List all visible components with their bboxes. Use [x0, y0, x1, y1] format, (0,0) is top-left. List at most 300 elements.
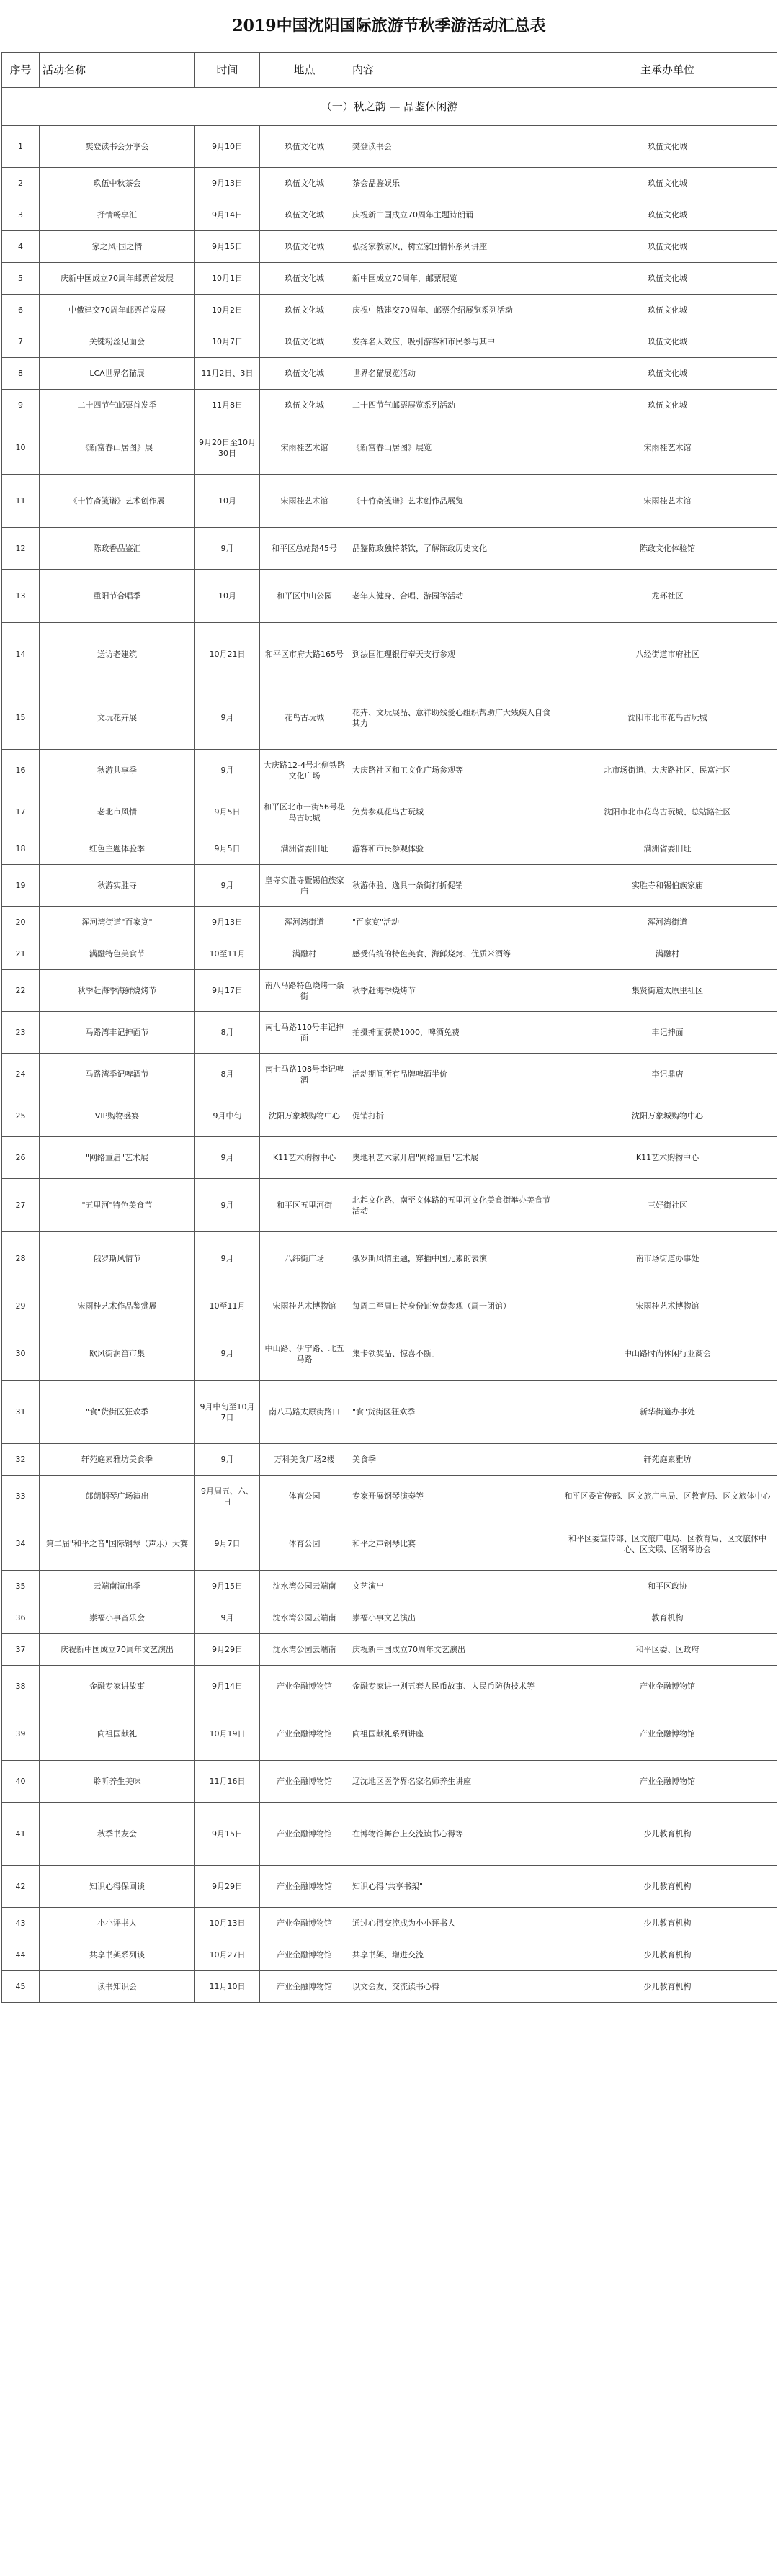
cell-content: 崇福小事文艺演出 — [349, 1602, 558, 1634]
cell-time: 10月13日 — [195, 1908, 260, 1939]
cell-no: 21 — [2, 938, 40, 970]
cell-no: 45 — [2, 1971, 40, 2003]
cell-time: 10月 — [195, 570, 260, 623]
cell-time: 10月27日 — [195, 1939, 260, 1971]
cell-org: 三好街社区 — [558, 1179, 777, 1232]
cell-no: 34 — [2, 1517, 40, 1571]
cell-time: 11月2日、3日 — [195, 358, 260, 390]
cell-no: 24 — [2, 1054, 40, 1095]
cell-time: 9月5日 — [195, 791, 260, 833]
cell-content: 美食季 — [349, 1444, 558, 1476]
cell-no: 2 — [2, 168, 40, 199]
table-row — [2, 358, 777, 390]
cell-no: 26 — [2, 1137, 40, 1179]
cell-place: 产业金融博物馆 — [260, 1803, 349, 1866]
cell-content: 知识心得"共享书架" — [349, 1866, 558, 1908]
cell-no: 40 — [2, 1761, 40, 1803]
cell-content: 免费参观花鸟古玩城 — [349, 791, 558, 833]
table-row — [2, 865, 777, 907]
cell-time: 11月16日 — [195, 1761, 260, 1803]
cell-org: 集贤街道太原里社区 — [558, 970, 777, 1012]
cell-org: 产业金融博物馆 — [558, 1666, 777, 1707]
cell-org: 和平区委、区政府 — [558, 1634, 777, 1666]
cell-time: 9月13日 — [195, 168, 260, 199]
cell-time: 9月 — [195, 1137, 260, 1179]
cell-content: 庆祝新中国成立70周年文艺演出 — [349, 1634, 558, 1666]
cell-place: 产业金融博物馆 — [260, 1939, 349, 1971]
cell-time: 11月8日 — [195, 390, 260, 421]
cell-place: K11艺术购物中心 — [260, 1137, 349, 1179]
cell-org: 沈阳市北市花鸟古玩城、总站路社区 — [558, 791, 777, 833]
cell-org: 少儿教育机构 — [558, 1803, 777, 1866]
table-row — [2, 168, 777, 199]
cell-no: 35 — [2, 1571, 40, 1602]
cell-no: 15 — [2, 686, 40, 750]
table-row — [2, 1012, 777, 1054]
cell-time: 9月5日 — [195, 833, 260, 865]
table-row — [2, 1095, 777, 1137]
cell-org: 八经街道市府社区 — [558, 623, 777, 686]
cell-time: 9月 — [195, 686, 260, 750]
cell-time: 9月10日 — [195, 126, 260, 168]
cell-no: 14 — [2, 623, 40, 686]
cell-place: 玖伍文化城 — [260, 126, 349, 168]
cell-time: 9月29日 — [195, 1634, 260, 1666]
table-row — [2, 1285, 777, 1327]
cell-org: 满洲省委旧址 — [558, 833, 777, 865]
cell-name: 秋游实胜寺 — [40, 865, 195, 907]
cell-name: 玖伍中秋茶会 — [40, 168, 195, 199]
table-row — [2, 1232, 777, 1285]
cell-no: 19 — [2, 865, 40, 907]
cell-time: 9月中旬 — [195, 1095, 260, 1137]
table-row — [2, 570, 777, 623]
table-row — [2, 1666, 777, 1707]
cell-content: 二十四节气邮票展览系列活动 — [349, 390, 558, 421]
cell-place: 沈水湾公园云端南 — [260, 1602, 349, 1634]
cell-org: 丰记抻面 — [558, 1012, 777, 1054]
cell-time: 8月 — [195, 1012, 260, 1054]
cell-place: 中山路、伊宁路、北五马路 — [260, 1327, 349, 1381]
table-row — [2, 1707, 777, 1761]
cell-place: 体育公园 — [260, 1517, 349, 1571]
cell-content: 樊登读书会 — [349, 126, 558, 168]
table-body — [2, 88, 777, 2003]
header-content: 内容 — [349, 53, 558, 88]
cell-name: 宋雨桂艺术作品鉴赏展 — [40, 1285, 195, 1327]
cell-name: 欧风街润笛市集 — [40, 1327, 195, 1381]
table-row — [2, 1054, 777, 1095]
cell-time: 9月15日 — [195, 1803, 260, 1866]
cell-content: 《新富春山居图》展览 — [349, 421, 558, 475]
cell-place: 玖伍文化城 — [260, 295, 349, 326]
cell-name: 知识心得保回谈 — [40, 1866, 195, 1908]
cell-content: 品鉴陈政独特茶饮，了解陈政历史文化 — [349, 528, 558, 570]
table-row — [2, 1179, 777, 1232]
cell-no: 43 — [2, 1908, 40, 1939]
section-title: （一）秋之韵 — 品鉴休闲游 — [2, 88, 777, 126]
table-row — [2, 1571, 777, 1602]
header-no: 序号 — [2, 53, 40, 88]
cell-name: 秋季书友会 — [40, 1803, 195, 1866]
cell-content: 向祖国献礼系列讲座 — [349, 1707, 558, 1761]
cell-no: 4 — [2, 231, 40, 263]
document-title: 2019中国沈阳国际旅游节秋季游活动汇总表 — [232, 17, 546, 35]
cell-org: 玖伍文化城 — [558, 263, 777, 295]
cell-org: 玖伍文化城 — [558, 168, 777, 199]
cell-time: 9月 — [195, 750, 260, 791]
cell-no: 9 — [2, 390, 40, 421]
cell-no: 32 — [2, 1444, 40, 1476]
cell-org: 宋雨桂艺术馆 — [558, 421, 777, 475]
cell-org: 玖伍文化城 — [558, 326, 777, 358]
cell-org: 宋雨桂艺术馆 — [558, 475, 777, 528]
cell-no: 29 — [2, 1285, 40, 1327]
table-row — [2, 1602, 777, 1634]
cell-content: 感受传统的特色美食、海鲜烧烤、优质米酒等 — [349, 938, 558, 970]
cell-no: 36 — [2, 1602, 40, 1634]
cell-time: 9月29日 — [195, 1866, 260, 1908]
table-row — [2, 421, 777, 475]
cell-content: 北起文化路、南至文体路的五里河文化美食街举办美食节活动 — [349, 1179, 558, 1232]
cell-no: 44 — [2, 1939, 40, 1971]
cell-org: 中山路时尚休闲行业商会 — [558, 1327, 777, 1381]
cell-content: 文艺演出 — [349, 1571, 558, 1602]
cell-time: 10月1日 — [195, 263, 260, 295]
cell-no: 41 — [2, 1803, 40, 1866]
cell-name: VIP购物盛宴 — [40, 1095, 195, 1137]
cell-time: 10至11月 — [195, 1285, 260, 1327]
cell-org: 北市场街道、大庆路社区、民富社区 — [558, 750, 777, 791]
cell-name: "五里河"特色美食节 — [40, 1179, 195, 1232]
cell-time: 9月14日 — [195, 199, 260, 231]
cell-content: 世界名猫展览活动 — [349, 358, 558, 390]
cell-time: 10月 — [195, 475, 260, 528]
cell-time: 9月周五、六、日 — [195, 1476, 260, 1517]
cell-place: 和平区北市一街56号花鸟古玩城 — [260, 791, 349, 833]
cell-name: 《十竹斋笺谱》艺术创作展 — [40, 475, 195, 528]
activity-table — [1, 52, 777, 2003]
table-row — [2, 750, 777, 791]
cell-org: 满融村 — [558, 938, 777, 970]
table-row — [2, 907, 777, 938]
cell-name: 聆听养生美味 — [40, 1761, 195, 1803]
table-row — [2, 1476, 777, 1517]
cell-no: 30 — [2, 1327, 40, 1381]
cell-name: 共享书架系列谈 — [40, 1939, 195, 1971]
cell-name: "网络重启"艺术展 — [40, 1137, 195, 1179]
cell-time: 9月15日 — [195, 1571, 260, 1602]
cell-place: 玖伍文化城 — [260, 326, 349, 358]
cell-content: 促销打折 — [349, 1095, 558, 1137]
cell-org: 玖伍文化城 — [558, 358, 777, 390]
cell-content: 奥地利艺术家开启"网络重启"艺术展 — [349, 1137, 558, 1179]
cell-place: 满融村 — [260, 938, 349, 970]
cell-place: 万科美食广场2楼 — [260, 1444, 349, 1476]
cell-no: 23 — [2, 1012, 40, 1054]
cell-name: 关键粉丝见面会 — [40, 326, 195, 358]
cell-place: 沈阳万象城购物中心 — [260, 1095, 349, 1137]
cell-name: 中俄建交70周年邮票首发展 — [40, 295, 195, 326]
cell-no: 39 — [2, 1707, 40, 1761]
cell-name: 抒情畅享汇 — [40, 199, 195, 231]
cell-content: 通过心得交流成为小小评书人 — [349, 1908, 558, 1939]
cell-no: 22 — [2, 970, 40, 1012]
table-row — [2, 231, 777, 263]
cell-place: 玖伍文化城 — [260, 263, 349, 295]
table-row — [2, 938, 777, 970]
cell-org: 新华街道办事处 — [558, 1381, 777, 1444]
cell-no: 18 — [2, 833, 40, 865]
cell-content: 专家开展钢琴演奏等 — [349, 1476, 558, 1517]
cell-content: 每周二至周日持身份证免费参观（周一闭馆） — [349, 1285, 558, 1327]
cell-org: 教育机构 — [558, 1602, 777, 1634]
cell-name: 送访老建筑 — [40, 623, 195, 686]
cell-content: 老年人健身、合唱、游园等活动 — [349, 570, 558, 623]
cell-no: 17 — [2, 791, 40, 833]
cell-no: 42 — [2, 1866, 40, 1908]
cell-no: 25 — [2, 1095, 40, 1137]
table-row — [2, 686, 777, 750]
cell-place: 产业金融博物馆 — [260, 1666, 349, 1707]
cell-place: 大庆路12-4号北侧铁路文化广场 — [260, 750, 349, 791]
cell-name: LCA世界名猫展 — [40, 358, 195, 390]
cell-place: 南七马路108号李记啤酒 — [260, 1054, 349, 1095]
cell-no: 13 — [2, 570, 40, 623]
cell-place: 南八马路太原街路口 — [260, 1381, 349, 1444]
cell-place: 玖伍文化城 — [260, 231, 349, 263]
cell-place: 玖伍文化城 — [260, 168, 349, 199]
cell-content: 发挥名人效应，吸引游客和市民参与其中 — [349, 326, 558, 358]
cell-time: 9月 — [195, 1327, 260, 1381]
cell-name: 轩苑庭素雅坊美食季 — [40, 1444, 195, 1476]
cell-org: 沈阳市北市花鸟古玩城 — [558, 686, 777, 750]
cell-content: 庆祝中俄建交70周年、邮票介绍展览系列活动 — [349, 295, 558, 326]
cell-no: 37 — [2, 1634, 40, 1666]
cell-name: 《新富春山居图》展 — [40, 421, 195, 475]
cell-content: 集卡领奖品、惊喜不断。 — [349, 1327, 558, 1381]
cell-place: 和平区总站路45号 — [260, 528, 349, 570]
cell-place: 体育公园 — [260, 1476, 349, 1517]
cell-content: 花卉、文玩展品、意祥助残爱心组织帮助广大残疾人自食其力 — [349, 686, 558, 750]
cell-content: 庆祝新中国成立70周年主题诗朗诵 — [349, 199, 558, 231]
table-header-row — [2, 53, 777, 88]
table-row — [2, 1517, 777, 1571]
cell-content: 《十竹斋笺谱》艺术创作品展览 — [349, 475, 558, 528]
cell-time: 9月14日 — [195, 1666, 260, 1707]
cell-org: 少儿教育机构 — [558, 1866, 777, 1908]
table-row — [2, 1971, 777, 2003]
cell-content: "食"货街区狂欢季 — [349, 1381, 558, 1444]
cell-place: 宋雨桂艺术馆 — [260, 421, 349, 475]
cell-no: 28 — [2, 1232, 40, 1285]
table-row — [2, 791, 777, 833]
table-row — [2, 295, 777, 326]
cell-name: 二十四节气邮票首发季 — [40, 390, 195, 421]
cell-name: 马路湾季记啤酒节 — [40, 1054, 195, 1095]
cell-content: 和平之声钢琴比赛 — [349, 1517, 558, 1571]
cell-time: 9月20日至10月30日 — [195, 421, 260, 475]
cell-org: 玖伍文化城 — [558, 390, 777, 421]
cell-place: 花鸟古玩城 — [260, 686, 349, 750]
cell-name: 秋游共享季 — [40, 750, 195, 791]
cell-place: 皇寺实胜寺暨锡伯族家庙 — [260, 865, 349, 907]
cell-content: "百家宴"活动 — [349, 907, 558, 938]
cell-content: 活动期间所有品牌啤酒半价 — [349, 1054, 558, 1095]
cell-name: "食"货街区狂欢季 — [40, 1381, 195, 1444]
cell-time: 9月17日 — [195, 970, 260, 1012]
cell-no: 3 — [2, 199, 40, 231]
cell-time: 10月19日 — [195, 1707, 260, 1761]
cell-content: 茶会品鉴娱乐 — [349, 168, 558, 199]
cell-org: 少儿教育机构 — [558, 1908, 777, 1939]
cell-place: 沈水湾公园云端南 — [260, 1571, 349, 1602]
table-row — [2, 1939, 777, 1971]
cell-place: 宋雨桂艺术博物馆 — [260, 1285, 349, 1327]
cell-name: 红色主题体验季 — [40, 833, 195, 865]
cell-name: 向祖国献礼 — [40, 1707, 195, 1761]
cell-org: 和平区政协 — [558, 1571, 777, 1602]
cell-name: 读书知识会 — [40, 1971, 195, 2003]
cell-place: 产业金融博物馆 — [260, 1971, 349, 2003]
cell-org: 玖伍文化城 — [558, 295, 777, 326]
cell-content: 金融专家讲一则五套人民币故事、人民币防伪技术等 — [349, 1666, 558, 1707]
cell-place: 玖伍文化城 — [260, 199, 349, 231]
table-row — [2, 833, 777, 865]
cell-no: 1 — [2, 126, 40, 168]
cell-place: 玖伍文化城 — [260, 390, 349, 421]
cell-place: 宋雨桂艺术馆 — [260, 475, 349, 528]
cell-place: 和平区市府大路165号 — [260, 623, 349, 686]
cell-org: 沈阳万象城购物中心 — [558, 1095, 777, 1137]
cell-time: 9月 — [195, 1232, 260, 1285]
cell-org: 产业金融博物馆 — [558, 1761, 777, 1803]
cell-content: 俄罗斯风情主题，穿插中国元素的表演 — [349, 1232, 558, 1285]
cell-no: 8 — [2, 358, 40, 390]
cell-org: 龙环社区 — [558, 570, 777, 623]
table-row — [2, 1761, 777, 1803]
cell-name: 陈政香品鉴汇 — [40, 528, 195, 570]
cell-name: 老北市风情 — [40, 791, 195, 833]
cell-org: 和平区委宣传部、区文旅广电局、区教育局、区文旅体中心 — [558, 1476, 777, 1517]
table-row — [2, 1137, 777, 1179]
cell-place: 产业金融博物馆 — [260, 1761, 349, 1803]
cell-time: 9月中旬至10月7日 — [195, 1381, 260, 1444]
cell-name: 樊登读书会分享会 — [40, 126, 195, 168]
section-row — [2, 88, 777, 126]
cell-name: 文玩花卉展 — [40, 686, 195, 750]
cell-place: 八纬街广场 — [260, 1232, 349, 1285]
cell-org: 轩苑庭素雅坊 — [558, 1444, 777, 1476]
cell-name: 俄罗斯风情节 — [40, 1232, 195, 1285]
table-row — [2, 623, 777, 686]
cell-name: 满融特色美食节 — [40, 938, 195, 970]
table-row — [2, 126, 777, 168]
cell-no: 16 — [2, 750, 40, 791]
cell-content: 辽沈地区医学界名家名师养生讲座 — [349, 1761, 558, 1803]
cell-org: 宋雨桂艺术博物馆 — [558, 1285, 777, 1327]
cell-name: 第二届"和平之音"国际钢琴（声乐）大赛 — [40, 1517, 195, 1571]
cell-place: 南七马路110号丰记抻面 — [260, 1012, 349, 1054]
cell-no: 27 — [2, 1179, 40, 1232]
header-time: 时间 — [195, 53, 260, 88]
cell-place: 产业金融博物馆 — [260, 1866, 349, 1908]
cell-time: 9月13日 — [195, 907, 260, 938]
table-row — [2, 1381, 777, 1444]
table-row — [2, 475, 777, 528]
cell-time: 9月 — [195, 1179, 260, 1232]
cell-content: 以文会友、交流读书心得 — [349, 1971, 558, 2003]
cell-content: 秋季赶海季烧烤节 — [349, 970, 558, 1012]
table-row — [2, 1327, 777, 1381]
cell-content: 游客和市民参观体验 — [349, 833, 558, 865]
cell-content: 在博物馆舞台上交流读书心得等 — [349, 1803, 558, 1866]
cell-content: 大庆路社区和工文化广场参观等 — [349, 750, 558, 791]
cell-name: 郎朗钢琴广场演出 — [40, 1476, 195, 1517]
table-row — [2, 1634, 777, 1666]
cell-content: 弘扬家教家风、树立家国情怀系列讲座 — [349, 231, 558, 263]
cell-time: 9月 — [195, 1444, 260, 1476]
cell-name: 秋季赶海季海鲜烧烤节 — [40, 970, 195, 1012]
table-row — [2, 1908, 777, 1939]
table-row — [2, 326, 777, 358]
header-place: 地点 — [260, 53, 349, 88]
cell-name: 云端南演出季 — [40, 1571, 195, 1602]
cell-content: 新中国成立70周年，邮票展览 — [349, 263, 558, 295]
cell-no: 7 — [2, 326, 40, 358]
cell-content: 秋游体验、逸具一条街打折促销 — [349, 865, 558, 907]
cell-time: 11月10日 — [195, 1971, 260, 2003]
cell-name: 金融专家讲故事 — [40, 1666, 195, 1707]
table-row — [2, 199, 777, 231]
cell-org: 少儿教育机构 — [558, 1971, 777, 2003]
cell-content: 共享书架、增进交流 — [349, 1939, 558, 1971]
cell-place: 和平区中山公园 — [260, 570, 349, 623]
cell-time: 8月 — [195, 1054, 260, 1095]
cell-name: 崇福小事音乐会 — [40, 1602, 195, 1634]
cell-time: 9月 — [195, 1602, 260, 1634]
cell-no: 11 — [2, 475, 40, 528]
header-org: 主承办单位 — [558, 53, 777, 88]
table-row — [2, 528, 777, 570]
cell-place: 浑河湾街道 — [260, 907, 349, 938]
cell-org: 浑河湾街道 — [558, 907, 777, 938]
cell-place: 和平区五里河街 — [260, 1179, 349, 1232]
cell-place: 玖伍文化城 — [260, 358, 349, 390]
cell-time: 9月7日 — [195, 1517, 260, 1571]
cell-org: K11艺术购物中心 — [558, 1137, 777, 1179]
cell-name: 庆新中国成立70周年邮票首发展 — [40, 263, 195, 295]
cell-no: 10 — [2, 421, 40, 475]
cell-org: 南市场街道办事处 — [558, 1232, 777, 1285]
cell-place: 沈水湾公园云端南 — [260, 1634, 349, 1666]
table-row — [2, 263, 777, 295]
cell-place: 产业金融博物馆 — [260, 1707, 349, 1761]
cell-no: 5 — [2, 263, 40, 295]
cell-time: 10月2日 — [195, 295, 260, 326]
cell-content: 到法国汇理银行奉天支行参观 — [349, 623, 558, 686]
cell-name: 小小评书人 — [40, 1908, 195, 1939]
cell-time: 10月21日 — [195, 623, 260, 686]
cell-time: 9月 — [195, 528, 260, 570]
cell-org: 产业金融博物馆 — [558, 1707, 777, 1761]
cell-no: 31 — [2, 1381, 40, 1444]
header-name: 活动名称 — [40, 53, 195, 88]
cell-org: 玖伍文化城 — [558, 199, 777, 231]
cell-no: 6 — [2, 295, 40, 326]
table-row — [2, 1866, 777, 1908]
cell-org: 和平区委宣传部、区文旅广电局、区教育局、区文旅体中心、区文联、区钢琴协会 — [558, 1517, 777, 1571]
